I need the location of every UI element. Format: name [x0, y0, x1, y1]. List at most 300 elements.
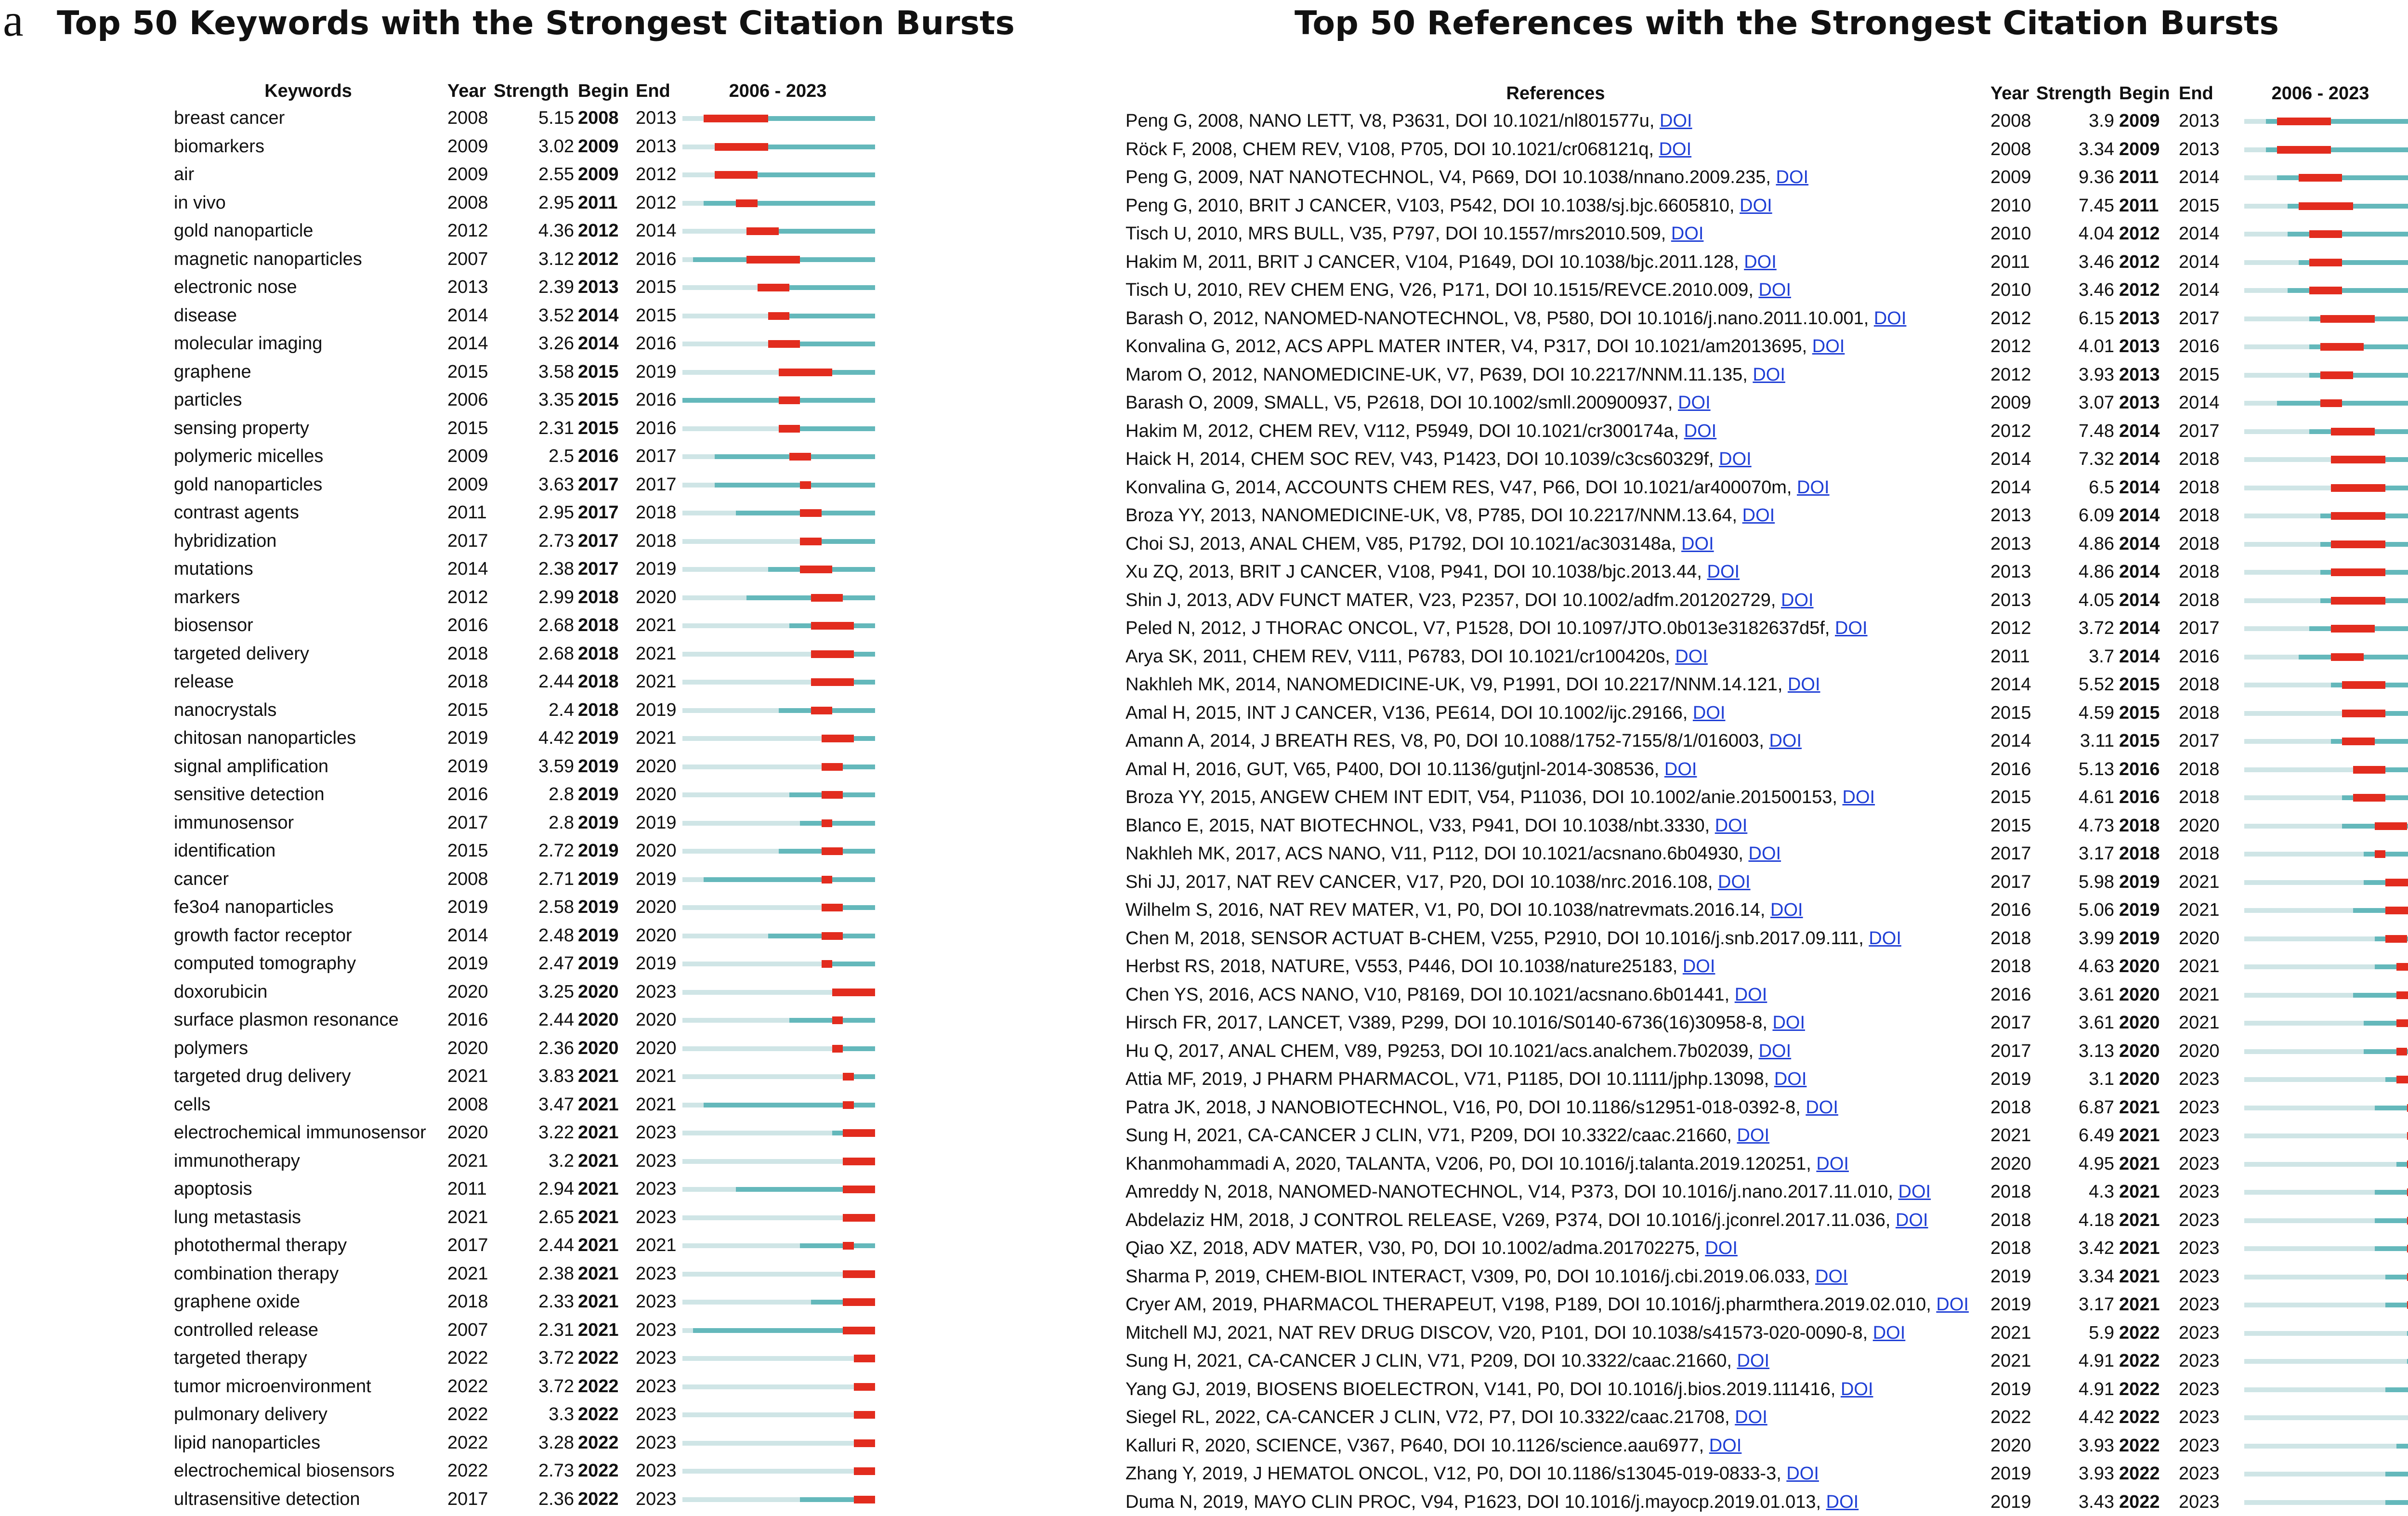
strength-cell: 3.99 — [2056, 924, 2114, 953]
strength-cell: 2.65 — [510, 1203, 574, 1232]
doi-link[interactable]: DOI — [1718, 872, 1751, 892]
end-cell: 2014 — [2179, 276, 2220, 304]
begin-cell: 2019 — [578, 809, 619, 837]
doi-link[interactable]: DOI — [1735, 1407, 1767, 1427]
strength-cell: 2.48 — [510, 922, 574, 950]
burst-segment — [832, 1016, 843, 1024]
doi-link[interactable]: DOI — [1709, 1436, 1742, 1456]
strength-cell: 7.32 — [2056, 445, 2114, 474]
doi-link[interactable]: DOI — [1815, 1266, 1848, 1287]
burst-segment — [2277, 146, 2331, 154]
begin-cell: 2021 — [578, 1091, 619, 1119]
doi-link[interactable]: DOI — [1740, 196, 1772, 216]
timeline-inactive-segment — [682, 229, 746, 234]
end-cell: 2020 — [636, 752, 677, 781]
timeline-inactive-segment — [2244, 1500, 2385, 1505]
year-cell: 2020 — [447, 1119, 488, 1147]
end-cell: 2023 — [2179, 1319, 2220, 1347]
end-cell: 2012 — [636, 160, 677, 189]
year-cell: 2020 — [447, 978, 488, 1006]
keyword-label — [174, 527, 276, 555]
doi-link[interactable]: DOI — [1681, 534, 1714, 554]
begin-cell: 2019 — [2119, 896, 2160, 924]
year-cell: 2020 — [447, 1034, 488, 1063]
reference-label-text: Konvalina G, 2014, ACCOUNTS CHEM RES, V47, P66, DOI 10.1021/ar400070m, — [1125, 477, 1792, 498]
end-cell: 2021 — [636, 1091, 677, 1119]
reference-label — [1125, 558, 1740, 586]
strength-cell: 2.8 — [510, 809, 574, 837]
burst-segment — [2309, 259, 2342, 266]
burst-segment — [758, 284, 790, 291]
doi-link[interactable]: DOI — [1936, 1294, 1969, 1315]
reference-label — [1125, 1178, 1931, 1206]
begin-cell: 2020 — [2119, 981, 2160, 1009]
doi-link[interactable]: DOI — [1843, 787, 1875, 807]
year-cell: 2011 — [447, 499, 487, 527]
year-cell: 2019 — [447, 724, 488, 752]
strength-cell: 4.91 — [2056, 1347, 2114, 1375]
burst-segment — [811, 678, 854, 686]
keyword-label-text: biomarkers — [174, 136, 264, 157]
table-row — [1103, 671, 2408, 699]
table-row — [1103, 445, 2408, 474]
year-cell: 2014 — [1990, 671, 2031, 699]
timeline-inactive-segment — [682, 736, 822, 741]
table-row — [1103, 1375, 2408, 1404]
doi-link[interactable]: DOI — [1812, 336, 1845, 356]
table-row — [0, 1034, 1031, 1063]
burst-segment — [854, 1467, 875, 1475]
begin-cell: 2012 — [578, 217, 619, 245]
doi-link[interactable]: DOI — [1806, 1097, 1838, 1118]
doi-link[interactable]: DOI — [1826, 1492, 1859, 1512]
year-cell: 2014 — [447, 555, 488, 583]
reference-label — [1125, 276, 1791, 304]
burst-segment — [2353, 794, 2386, 802]
burst-segment — [2320, 343, 2364, 351]
year-cell: 2017 — [447, 527, 488, 555]
end-cell: 2021 — [2179, 952, 2220, 981]
keyword-label — [174, 471, 322, 499]
timeline-inactive-segment — [682, 1469, 854, 1474]
strength-cell: 3.83 — [510, 1062, 574, 1091]
end-cell: 2023 — [636, 1485, 677, 1514]
reference-label — [1125, 501, 1775, 530]
timeline-inactive-segment — [682, 849, 779, 854]
doi-link[interactable]: DOI — [1742, 505, 1775, 526]
reference-label-text: Wilhelm S, 2016, NAT REV MATER, V1, P0, DOI 10.1038/natrevmats.2016.14, — [1125, 900, 1765, 920]
table-row — [0, 809, 1031, 837]
burst-segment — [822, 876, 832, 883]
doi-link[interactable]: DOI — [1705, 1238, 1738, 1258]
doi-link[interactable]: DOI — [1759, 1041, 1792, 1061]
doi-link[interactable]: DOI — [1715, 816, 1748, 836]
burst-segment — [704, 115, 768, 122]
strength-cell: 2.73 — [510, 1457, 574, 1485]
reference-label — [1125, 248, 1777, 277]
strength-cell: 3.12 — [510, 245, 574, 274]
doi-link[interactable]: DOI — [1841, 1379, 1873, 1399]
doi-link[interactable]: DOI — [1675, 646, 1708, 667]
doi-link[interactable]: DOI — [1770, 900, 1803, 920]
year-cell: 2011 — [1990, 248, 2030, 277]
keyword-label — [174, 1288, 300, 1316]
burst-segment — [843, 1214, 875, 1222]
end-cell: 2019 — [636, 555, 677, 583]
reference-label — [1125, 671, 1820, 699]
burst-segment — [2320, 371, 2353, 379]
doi-link[interactable]: DOI — [1869, 928, 1901, 949]
strength-cell: 2.39 — [510, 273, 574, 302]
doi-link[interactable]: DOI — [1749, 844, 1781, 864]
begin-cell: 2017 — [578, 499, 619, 527]
strength-cell: 5.9 — [2056, 1319, 2114, 1347]
end-cell: 2020 — [636, 922, 677, 950]
strength-cell: 4.86 — [2056, 558, 2114, 586]
table-row — [0, 189, 1031, 217]
burst-segment — [811, 622, 854, 630]
end-cell: 2016 — [636, 386, 677, 414]
burst-segment — [2331, 653, 2364, 661]
strength-cell: 3.59 — [510, 752, 574, 781]
doi-link[interactable]: DOI — [1874, 308, 1907, 329]
begin-cell: 2009 — [2119, 107, 2160, 135]
table-row — [1103, 361, 2408, 389]
burst-segment — [822, 763, 843, 771]
year-cell: 2009 — [447, 160, 488, 189]
timeline-inactive-segment — [2244, 739, 2331, 744]
begin-cell: 2019 — [578, 752, 619, 781]
table-row — [0, 302, 1031, 330]
burst-segment — [2375, 822, 2408, 830]
burst-segment — [715, 171, 758, 179]
begin-cell: 2011 — [578, 189, 617, 217]
begin-cell: 2012 — [2119, 220, 2160, 248]
strength-cell: 2.31 — [510, 1316, 574, 1345]
burst-segment — [2385, 935, 2407, 943]
reference-label-text: Blanco E, 2015, NAT BIOTECHNOL, V33, P941, DOI 10.1038/nbt.3330, — [1125, 816, 1710, 836]
strength-cell: 2.95 — [510, 499, 574, 527]
end-cell: 2023 — [2179, 1347, 2220, 1375]
begin-cell: 2018 — [2119, 840, 2160, 868]
begin-cell: 2009 — [578, 132, 619, 161]
reference-label-text: Khanmohammadi A, 2020, TALANTA, V206, P0, DOI 10.1016/j.talanta.2019.120251, — [1125, 1154, 1811, 1174]
doi-link[interactable]: DOI — [1835, 618, 1868, 638]
reference-label-text: Shi JJ, 2017, NAT REV CANCER, V17, P20, DOI 10.1038/nrc.2016.108, — [1125, 872, 1713, 892]
year-cell: 2013 — [1990, 558, 2031, 586]
doi-link[interactable]: DOI — [1753, 365, 1785, 385]
end-cell: 2018 — [2179, 755, 2220, 784]
timeline-inactive-segment — [2244, 429, 2309, 434]
table-row — [0, 499, 1031, 527]
strength-cell: 3.7 — [2056, 643, 2114, 671]
end-cell: 2023 — [636, 1203, 677, 1232]
burst-segment — [854, 1439, 875, 1447]
end-cell: 2021 — [2179, 1009, 2220, 1037]
burst-segment — [2320, 315, 2375, 323]
begin-cell: 2018 — [578, 640, 619, 668]
reference-label — [1125, 1291, 1969, 1319]
keyword-label — [174, 1260, 339, 1288]
year-cell: 2019 — [1990, 1460, 2031, 1488]
end-cell: 2021 — [636, 640, 677, 668]
keyword-label — [174, 1457, 394, 1485]
keyword-label-text: signal amplification — [174, 756, 328, 777]
reference-label — [1125, 220, 1703, 248]
table-row — [0, 949, 1031, 978]
year-cell: 2015 — [447, 414, 488, 443]
reference-label — [1125, 1403, 1767, 1432]
year-cell: 2011 — [447, 1175, 487, 1203]
keyword-label — [174, 1316, 318, 1345]
table-row — [1103, 1150, 2408, 1178]
burst-segment — [2277, 118, 2331, 125]
keyword-label-text: electrochemical biosensors — [174, 1461, 394, 1481]
timeline-inactive-segment — [2244, 1246, 2375, 1251]
table-row — [0, 611, 1031, 640]
strength-cell: 6.15 — [2056, 304, 2114, 333]
doi-link[interactable]: DOI — [1898, 1182, 1931, 1202]
burst-segment — [854, 1355, 875, 1362]
doi-link[interactable]: DOI — [1737, 1351, 1769, 1371]
timeline-inactive-segment — [2244, 1218, 2375, 1223]
doi-link[interactable]: DOI — [1671, 224, 1704, 244]
burst-segment — [811, 650, 854, 658]
timeline-inactive-segment — [2244, 1275, 2385, 1279]
strength-cell: 2.8 — [510, 780, 574, 809]
keyword-label — [174, 160, 194, 189]
doi-link[interactable]: DOI — [1776, 167, 1809, 187]
reference-label — [1125, 530, 1714, 558]
table-row — [0, 640, 1031, 668]
burst-segment — [2320, 399, 2342, 407]
timeline-inactive-segment — [2244, 626, 2309, 631]
doi-link[interactable]: DOI — [1744, 252, 1777, 272]
doi-link[interactable]: DOI — [1816, 1154, 1849, 1174]
year-cell: 2009 — [447, 132, 488, 161]
burst-segment — [779, 396, 800, 404]
timeline-inactive-segment — [2244, 655, 2299, 659]
year-cell: 2022 — [1990, 1403, 2031, 1432]
doi-link[interactable]: DOI — [1774, 1069, 1807, 1089]
reference-label-text: Nakhleh MK, 2017, ACS NANO, V11, P112, DOI 10.1021/acsnano.6b04930, — [1125, 844, 1743, 864]
reference-label-text: Patra JK, 2018, J NANOBIOTECHNOL, V16, P0, DOI 10.1186/s12951-018-0392-8, — [1125, 1097, 1801, 1118]
doi-link[interactable]: DOI — [1788, 674, 1820, 695]
begin-cell: 2021 — [578, 1175, 619, 1203]
table-row — [1103, 107, 2408, 135]
end-cell: 2016 — [636, 414, 677, 443]
timeline-active-segment — [2385, 1472, 2408, 1476]
strength-cell: 4.36 — [510, 217, 574, 245]
doi-link[interactable]: DOI — [1678, 393, 1711, 413]
end-cell: 2015 — [2179, 361, 2220, 389]
doi-link[interactable]: DOI — [1707, 562, 1740, 582]
doi-link[interactable]: DOI — [1683, 956, 1715, 976]
begin-cell: 2022 — [578, 1400, 619, 1429]
burst-segment — [843, 1158, 875, 1165]
begin-cell: 2021 — [578, 1260, 619, 1288]
table-row — [0, 160, 1031, 189]
doi-link[interactable]: DOI — [1786, 1463, 1819, 1484]
reference-label — [1125, 163, 1808, 192]
doi-link[interactable]: DOI — [1719, 449, 1752, 469]
reference-label — [1125, 1037, 1791, 1066]
timeline-inactive-segment — [2244, 1444, 2396, 1449]
keyword-label — [174, 668, 234, 696]
reference-label-text: Haick H, 2014, CHEM SOC REV, V43, P1423, DOI 10.1039/c3cs60329f, — [1125, 449, 1714, 469]
begin-cell: 2020 — [2119, 1009, 2160, 1037]
year-cell: 2008 — [447, 865, 488, 894]
doi-link[interactable]: DOI — [1735, 985, 1767, 1005]
begin-cell: 2014 — [578, 302, 619, 330]
begin-cell: 2019 — [2119, 924, 2160, 953]
timeline-inactive-segment — [2244, 1331, 2407, 1336]
table-row — [1103, 1263, 2408, 1291]
reference-label — [1125, 1375, 1873, 1404]
end-cell: 2023 — [636, 1288, 677, 1316]
timeline-inactive-segment — [2244, 1049, 2364, 1054]
timeline-inactive-segment — [2244, 711, 2342, 716]
begin-cell: 2014 — [2119, 643, 2160, 671]
keyword-label — [174, 922, 352, 950]
table-row — [1103, 220, 2408, 248]
doi-link[interactable]: DOI — [1769, 731, 1802, 751]
doi-link[interactable]: DOI — [1772, 1013, 1805, 1033]
year-cell: 2017 — [447, 809, 488, 837]
timeline-inactive-segment — [682, 1497, 800, 1502]
burst-segment — [2396, 1019, 2408, 1027]
begin-cell: 2018 — [578, 611, 619, 640]
reference-label — [1125, 1206, 1928, 1235]
burst-segment — [2299, 174, 2342, 182]
strength-cell: 4.42 — [510, 724, 574, 752]
end-cell: 2017 — [636, 442, 677, 471]
begin-cell: 2022 — [578, 1485, 619, 1514]
reference-label-text: Attia MF, 2019, J PHARM PHARMACOL, V71, P1185, DOI 10.1111/jphp.13098, — [1125, 1069, 1769, 1089]
timeline-inactive-segment — [2244, 147, 2266, 152]
end-cell: 2013 — [2179, 107, 2220, 135]
keyword-label — [174, 386, 242, 414]
burst-segment — [2375, 850, 2386, 858]
doi-link[interactable]: DOI — [1659, 139, 1692, 159]
reference-label — [1125, 840, 1781, 868]
doi-link[interactable]: DOI — [1660, 111, 1692, 131]
burst-segment — [779, 369, 832, 376]
timeline-inactive-segment — [2244, 1106, 2375, 1110]
strength-cell: 2.94 — [510, 1175, 574, 1203]
reference-label-text: Marom O, 2012, NANOMEDICINE-UK, V7, P639, DOI 10.2217/NNM.11.135, — [1125, 365, 1748, 385]
keywords-header-item: Keywords — [264, 82, 352, 100]
begin-cell: 2013 — [2119, 332, 2160, 361]
table-row — [1103, 1403, 2408, 1432]
begin-cell: 2020 — [2119, 952, 2160, 981]
table-row — [0, 1175, 1031, 1203]
begin-cell: 2019 — [578, 949, 619, 978]
year-cell: 2021 — [1990, 1319, 2031, 1347]
reference-label-text: Shin J, 2013, ADV FUNCT MATER, V23, P2357, DOI 10.1002/adfm.201202729, — [1125, 590, 1776, 610]
end-cell: 2018 — [2179, 783, 2220, 812]
doi-link[interactable]: DOI — [1896, 1210, 1928, 1230]
begin-cell: 2016 — [578, 442, 619, 471]
doi-link[interactable]: DOI — [1737, 1125, 1769, 1146]
doi-link[interactable]: DOI — [1781, 590, 1814, 610]
keyword-label-text: tumor microenvironment — [174, 1376, 371, 1397]
strength-cell: 4.04 — [2056, 220, 2114, 248]
timeline-inactive-segment — [2244, 993, 2353, 998]
strength-cell: 2.55 — [510, 160, 574, 189]
table-row — [1103, 1319, 2408, 1347]
table-row — [1103, 1291, 2408, 1319]
end-cell: 2021 — [2179, 896, 2220, 924]
reference-label-text: Zhang Y, 2019, J HEMATOL ONCOL, V12, P0, DOI 10.1186/s13045-019-0833-3, — [1125, 1463, 1781, 1484]
strength-cell: 3.72 — [510, 1372, 574, 1401]
timeline-inactive-segment — [682, 623, 789, 628]
timeline-inactive-segment — [682, 905, 822, 910]
doi-link[interactable]: DOI — [1693, 703, 1726, 723]
year-cell: 2014 — [447, 302, 488, 330]
keyword-label — [174, 499, 299, 527]
doi-link[interactable]: DOI — [1797, 477, 1830, 498]
reference-label — [1125, 812, 1747, 840]
table-row — [1103, 1234, 2408, 1263]
end-cell: 2020 — [2179, 924, 2220, 953]
begin-cell: 2018 — [578, 668, 619, 696]
timeline-inactive-segment — [2244, 288, 2288, 293]
burst-segment — [2299, 202, 2353, 210]
strength-cell: 3.35 — [510, 386, 574, 414]
reference-label-text: Amreddy N, 2018, NANOMED-NANOTECHNOL, V14, P373, DOI 10.1016/j.nano.2017.11.010, — [1125, 1182, 1893, 1202]
strength-cell: 3.47 — [510, 1091, 574, 1119]
keyword-label-text: electrochemical immunosensor — [174, 1122, 426, 1143]
doi-link[interactable]: DOI — [1758, 280, 1791, 300]
reference-label-text: Peled N, 2012, J THORAC ONCOL, V7, P1528, DOI 10.1097/JTO.0b013e3182637d5f, — [1125, 618, 1830, 638]
timeline-inactive-segment — [2244, 204, 2288, 209]
table-row — [0, 752, 1031, 781]
begin-cell: 2021 — [2119, 1094, 2160, 1122]
reference-label-text: Xu ZQ, 2013, BRIT J CANCER, V108, P941, DOI 10.1038/bjc.2013.44, — [1125, 562, 1702, 582]
burst-segment — [746, 227, 779, 235]
year-cell: 2012 — [1990, 332, 2031, 361]
reference-label — [1125, 1094, 1838, 1122]
reference-label-text: Hu Q, 2017, ANAL CHEM, V89, P9253, DOI 10.1021/acs.analchem.7b02039, — [1125, 1041, 1754, 1061]
table-row — [1103, 1037, 2408, 1066]
strength-cell: 4.61 — [2056, 783, 2114, 812]
year-cell: 2019 — [1990, 1488, 2031, 1516]
keyword-label-text: targeted therapy — [174, 1348, 307, 1368]
end-cell: 2017 — [2179, 727, 2220, 755]
strength-cell: 3.61 — [2056, 1009, 2114, 1037]
strength-cell: 2.68 — [510, 640, 574, 668]
strength-cell: 2.44 — [510, 668, 574, 696]
doi-link[interactable]: DOI — [1664, 759, 1697, 779]
strength-cell: 3.34 — [2056, 135, 2114, 164]
reference-label — [1125, 643, 1708, 671]
year-cell: 2019 — [1990, 1375, 2031, 1404]
year-cell: 2013 — [1990, 530, 2031, 558]
timeline-inactive-segment — [2244, 373, 2309, 378]
strength-cell: 2.73 — [510, 527, 574, 555]
doi-link[interactable]: DOI — [1873, 1323, 1906, 1343]
table-row — [1103, 501, 2408, 530]
keyword-label-text: release — [174, 672, 234, 692]
strength-cell: 3.72 — [2056, 614, 2114, 643]
table-row — [1103, 643, 2408, 671]
keyword-label — [174, 189, 226, 217]
keyword-label — [174, 1175, 252, 1203]
keyword-label — [174, 358, 251, 386]
year-cell: 2013 — [1990, 501, 2031, 530]
doi-link[interactable]: DOI — [1684, 421, 1717, 441]
